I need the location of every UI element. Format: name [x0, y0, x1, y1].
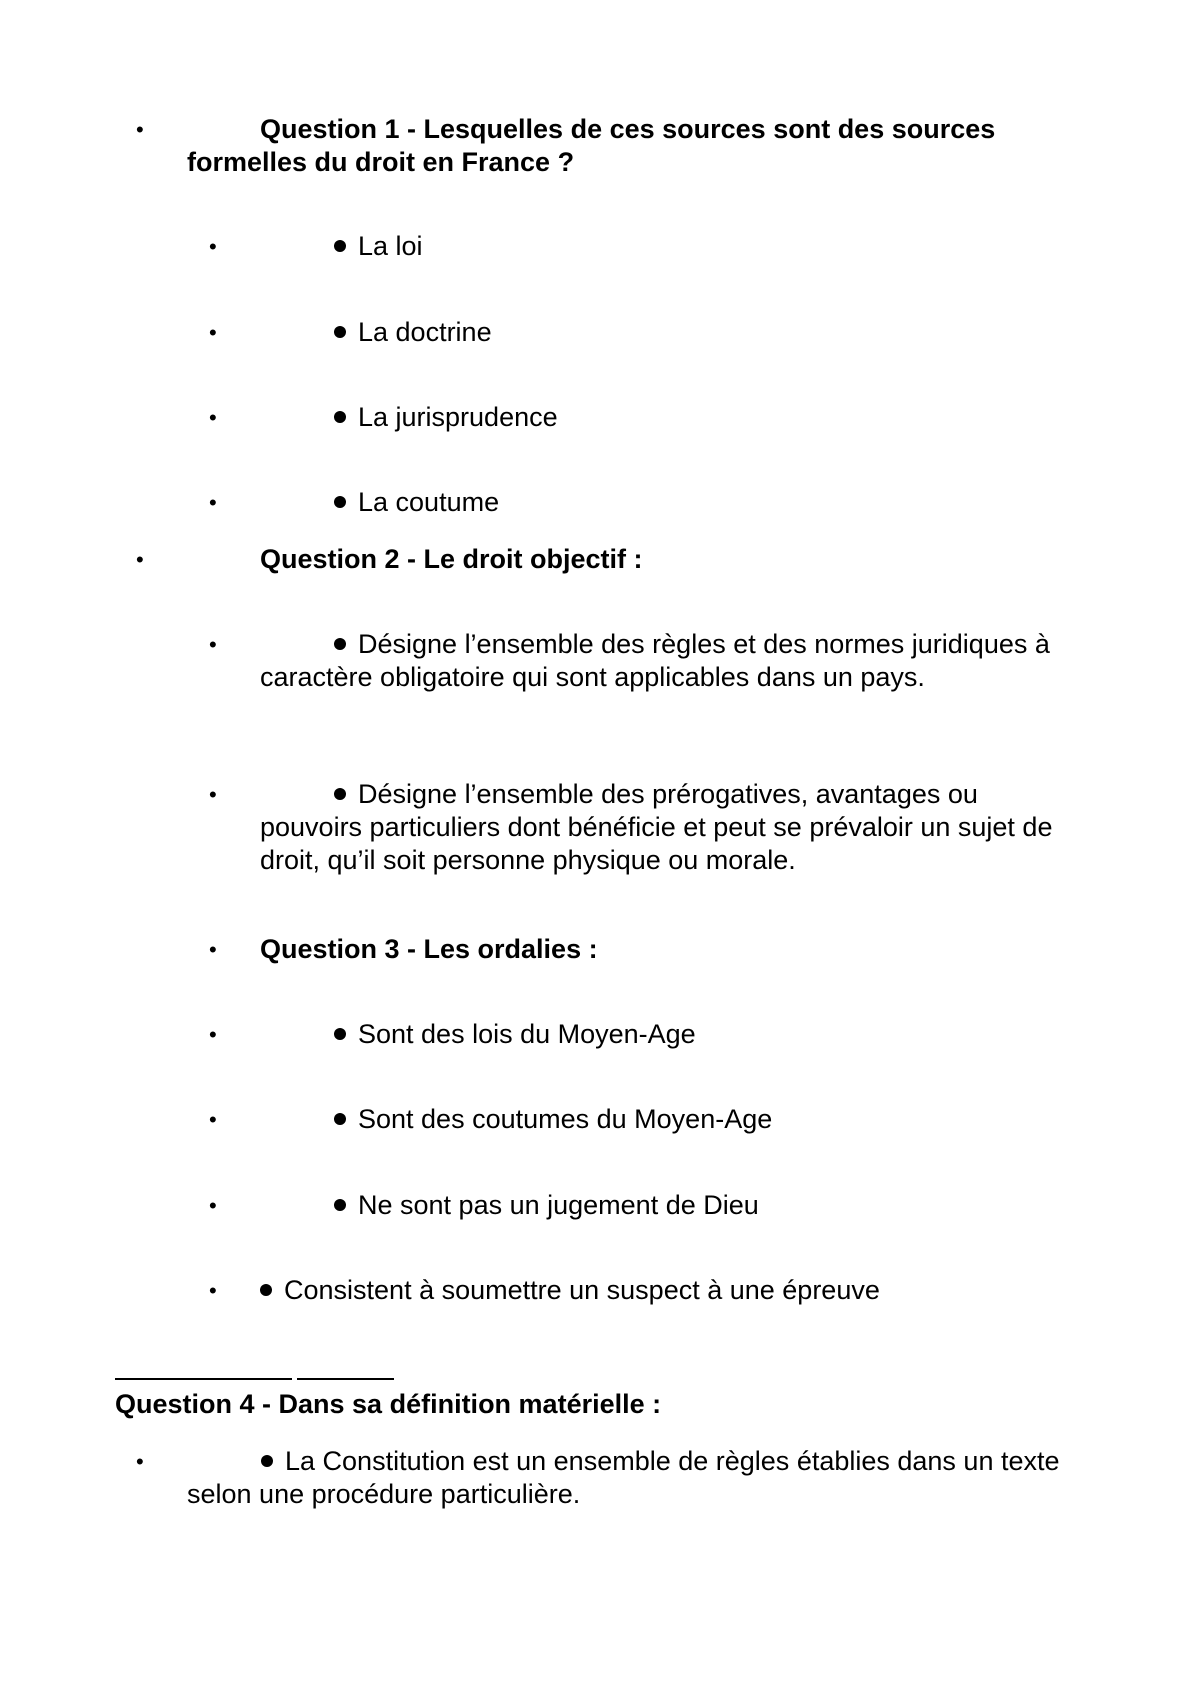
question-label: Question 2 - Le droit objectif : [260, 544, 643, 574]
answer-label: Sont des lois du Moyen-Age [358, 1019, 696, 1049]
list-bullet: • [136, 547, 144, 572]
answer-option [334, 401, 1134, 434]
answer-label: La coutume [358, 487, 500, 517]
list-bullet: • [209, 1193, 217, 1218]
answer-option [334, 1103, 1134, 1136]
answer-label: Désigne l’ensemble des prérogatives, avantages ou pouvoirs particuliers dont bénéficie et peut se prévaloir un sujet de droit, qu’il soit personne physique ou morale. [260, 779, 1053, 875]
answer-label: Consistent à soumettre un suspect à une épreuve [284, 1275, 880, 1305]
list-bullet: • [136, 117, 144, 142]
separator-line [297, 1378, 394, 1380]
answer-option [334, 486, 1134, 519]
list-bullet: • [136, 1449, 144, 1474]
list-bullet: • [209, 405, 217, 430]
list-bullet: • [209, 1107, 217, 1132]
list-bullet: • [209, 782, 217, 807]
dot-bullet-icon [334, 1028, 346, 1040]
answer-option [187, 1445, 1087, 1511]
question-label: Question 4 - Dans sa définition matérielle : [115, 1389, 662, 1419]
answer-label: La doctrine [358, 317, 492, 347]
dot-bullet-icon [334, 240, 346, 252]
answer-label: Ne sont pas un jugement de Dieu [358, 1190, 759, 1220]
list-bullet: • [209, 320, 217, 345]
answer-option [334, 316, 1134, 349]
separator-line [115, 1378, 292, 1380]
dot-bullet-icon [334, 496, 346, 508]
list-bullet: • [209, 937, 217, 962]
dot-bullet-icon [334, 1113, 346, 1125]
list-bullet: • [209, 234, 217, 259]
question-text [260, 543, 1110, 576]
question-text [115, 1388, 1115, 1421]
question-text [187, 113, 1087, 179]
dot-bullet-icon [261, 1455, 273, 1467]
question-label: Question 3 - Les ordalies : [260, 934, 598, 964]
answer-option [260, 628, 1090, 694]
list-bullet: • [209, 632, 217, 657]
dot-bullet-icon [334, 411, 346, 423]
answer-option [334, 230, 1134, 263]
answer-option [260, 1274, 1110, 1307]
list-bullet: • [209, 1022, 217, 1047]
dot-bullet-icon [334, 638, 346, 650]
answer-option [334, 1189, 1134, 1222]
dot-bullet-icon [334, 1199, 346, 1211]
answer-option [334, 1018, 1134, 1051]
answer-label: La jurisprudence [358, 402, 558, 432]
dot-bullet-icon [334, 326, 346, 338]
dot-bullet-icon [334, 788, 346, 800]
dot-bullet-icon [260, 1284, 272, 1296]
answer-label: Sont des coutumes du Moyen-Age [358, 1104, 773, 1134]
list-bullet: • [209, 1278, 217, 1303]
answer-label: La loi [358, 231, 423, 261]
question-label: Question 1 - Lesquelles de ces sources sont des sources formelles du droit en France ? [187, 114, 996, 177]
answer-label: Désigne l’ensemble des règles et des normes juridiques à caractère obligatoire qui sont applicables dans un pays. [260, 629, 1050, 692]
answer-option [260, 778, 1060, 877]
question-text [260, 933, 1110, 966]
list-bullet: • [209, 490, 217, 515]
answer-label: La Constitution est un ensemble de règles établies dans un texte selon une procédure particulière. [187, 1446, 1060, 1509]
